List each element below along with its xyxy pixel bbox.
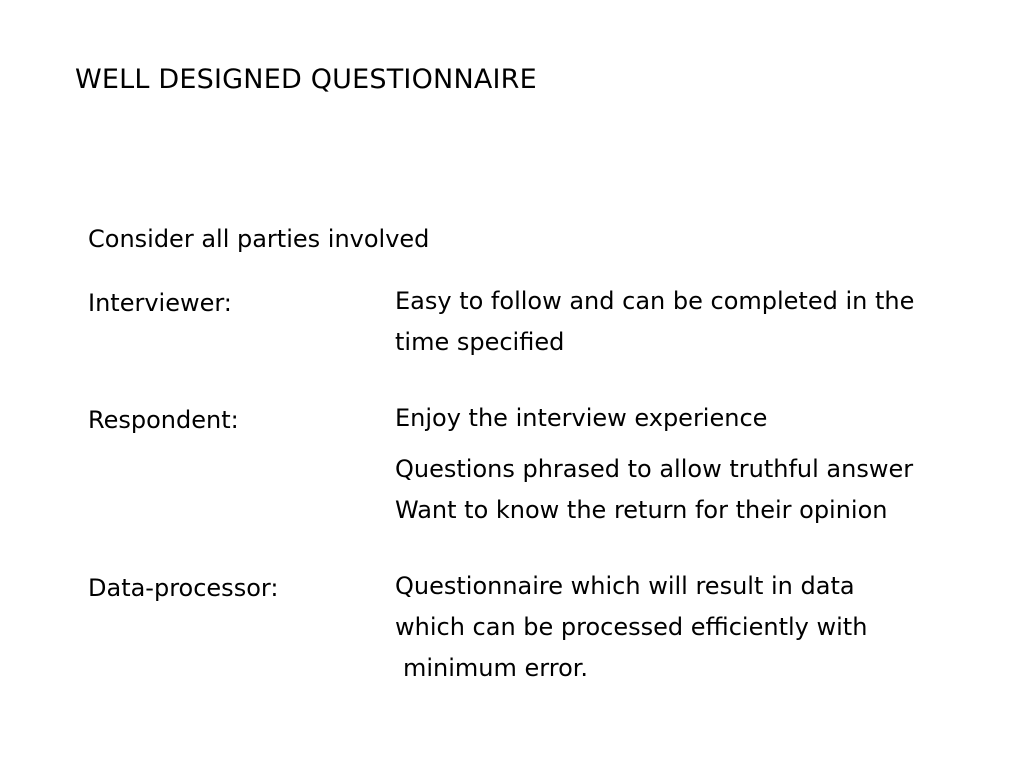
slide-title: WELL DESIGNED QUESTIONNAIRE xyxy=(75,64,537,95)
party-label-data-processor: Data-processor: xyxy=(88,574,279,602)
party-text-data-processor xyxy=(395,574,867,680)
respondent-line-1: Enjoy the interview experience xyxy=(395,404,768,432)
party-text-interviewer xyxy=(395,289,914,354)
interviewer-line-2: time specified xyxy=(395,328,565,356)
data-processor-line-3: minimum error. xyxy=(403,654,589,682)
party-label-respondent: Respondent: xyxy=(88,406,239,434)
interviewer-line-1: Easy to follow and can be completed in the xyxy=(395,287,915,315)
data-processor-line-1: Questionnaire which will result in data xyxy=(395,572,855,600)
data-processor-line-2: which can be processed efficiently with xyxy=(395,613,868,641)
party-label-interviewer: Interviewer: xyxy=(88,289,232,317)
respondent-line-3: Want to know the return for their opinion xyxy=(395,496,888,524)
party-text-respondent xyxy=(395,406,913,522)
intro-text: Consider all parties involved xyxy=(88,225,430,253)
respondent-line-2: Questions phrased to allow truthful answer xyxy=(395,455,914,483)
